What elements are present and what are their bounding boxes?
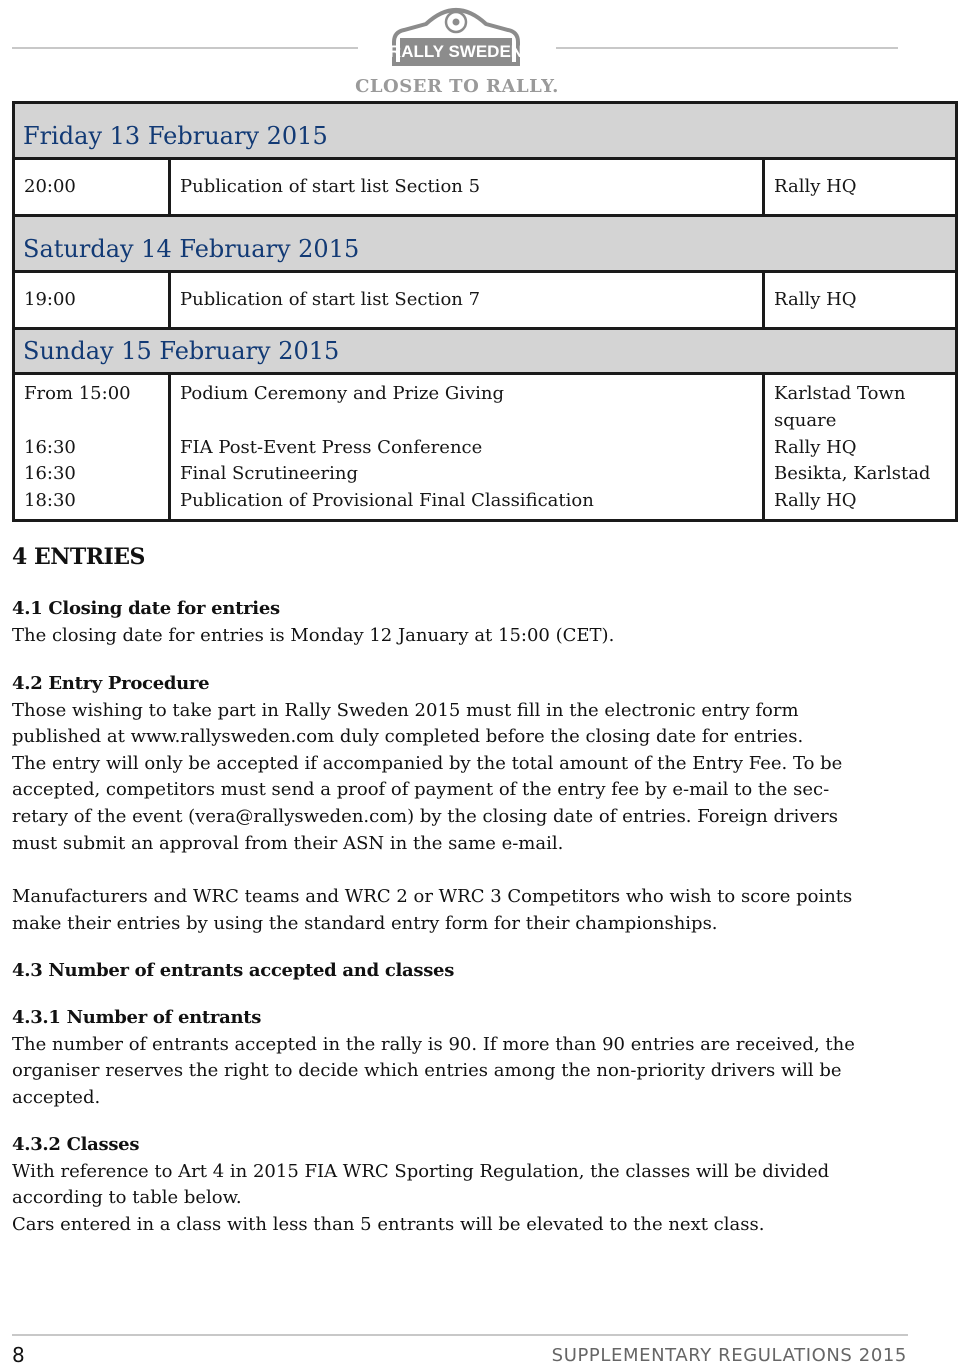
location-column [765,375,955,519]
location-cell: Rally HQ [774,176,857,197]
paragraph-line: accepted, competitors must send a proof of payment of the entry fee by e-mail to the sec- [12,779,830,801]
section-4-3 [12,958,912,985]
footer-rule [12,1334,908,1336]
section-4-2 [12,671,912,857]
time-cell: From 15:00 [24,383,131,404]
spacer [24,408,168,435]
schedule-row [15,160,955,217]
event-cell: Final Scrutineering [180,463,359,485]
section-4-3-2 [12,1132,912,1238]
subsection-title: 4.3 Number of entrants accepted and classes [12,960,455,981]
time-cell: 16:30 [24,436,76,458]
time-cell: 18:30 [24,490,76,512]
schedule-table [12,101,958,522]
event-cell: Publication of Provisional Final Classification [180,490,594,512]
day-heading-sunday: Sunday 15 February 2015 [15,330,955,375]
header-rule-right [556,47,898,49]
paragraph-line: organiser reserves the right to decide which entries among the non-priority drivers will be [12,1060,842,1082]
event-cell: Publication of start list Section 5 [171,160,765,214]
section-title-entries: 4 ENTRIES [12,544,145,570]
spacer [180,408,762,435]
subsection-title: 4.3.2 Classes [12,1134,140,1155]
time-column [15,375,171,519]
location-cell: Rally HQ [774,289,857,310]
footer-doc-title: SUPPLEMENTARY REGULATIONS 2015 [551,1345,907,1366]
schedule-row-group [15,375,955,522]
paragraph-line: make their entries by using the standard entry form for their championships. [12,912,718,934]
day-heading-friday: Friday 13 February 2015 [15,104,955,160]
time-cell: 19:00 [15,273,171,327]
manufacturers-paragraph [12,884,912,937]
time-cell: 20:00 [15,160,171,214]
location-cell: Karlstad Town square [774,383,906,431]
paragraph-line: The entry will only be accepted if accompanied by the total amount of the Entry Fee. To be [12,752,843,774]
section-4-1 [12,596,912,649]
subsection-title: 4.2 Entry Procedure [12,673,210,694]
event-cell: Podium Ceremony and Prize Giving [180,383,505,404]
paragraph-line: according to table below. [12,1187,242,1209]
subsection-title: 4.3.1 Number of entrants [12,1007,262,1028]
subsection-title: 4.1 Closing date for entries [12,598,280,619]
paragraph-line: published at www.rallysweden.com duly completed before the closing date for entries. [12,726,804,748]
rally-sweden-logo [386,2,526,72]
page-number: 8 [12,1343,25,1367]
header-rule-left [12,47,358,49]
time-cell: 16:30 [24,463,76,485]
location-cell: Besikta, Karlstad [774,463,931,485]
location-cell: Rally HQ [774,490,857,512]
paragraph-line: Those wishing to take part in Rally Sweden 2015 must fill in the electronic entry form [12,699,799,721]
event-cell: FIA Post-Event Press Conference [180,436,483,458]
event-column [171,375,765,519]
paragraph-line: retary of the event (vera@rallysweden.com) by the closing date of entries. Foreign drivers [12,805,838,827]
paragraph-line: With reference to Art 4 in 2015 FIA WRC Sporting Regulation, the classes will be divided [12,1160,830,1182]
paragraph-line: Manufacturers and WRC teams and WRC 2 or WRC 3 Competitors who wish to score points [12,886,853,907]
location-cell: Rally HQ [774,436,857,458]
paragraph-line: Cars entered in a class with less than 5 entrants will be elevated to the next class. [12,1213,765,1235]
paragraph-line: must submit an approval from their ASN in the same e-mail. [12,832,564,854]
paragraph-line: The number of entrants accepted in the rally is 90. If more than 90 entries are received, the [12,1033,855,1055]
paragraph-line: accepted. [12,1086,101,1108]
day-heading-saturday: Saturday 14 February 2015 [15,217,955,273]
event-cell: Publication of start list Section 7 [171,273,765,327]
tagline: CLOSER TO RALLY. [355,76,559,97]
paragraph-line: The closing date for entries is Monday 12 January at 15:00 (CET). [12,624,615,646]
section-4-3-1 [12,1005,912,1111]
logo-text: RALLY SWEDEN [388,42,524,61]
schedule-row [15,273,955,330]
